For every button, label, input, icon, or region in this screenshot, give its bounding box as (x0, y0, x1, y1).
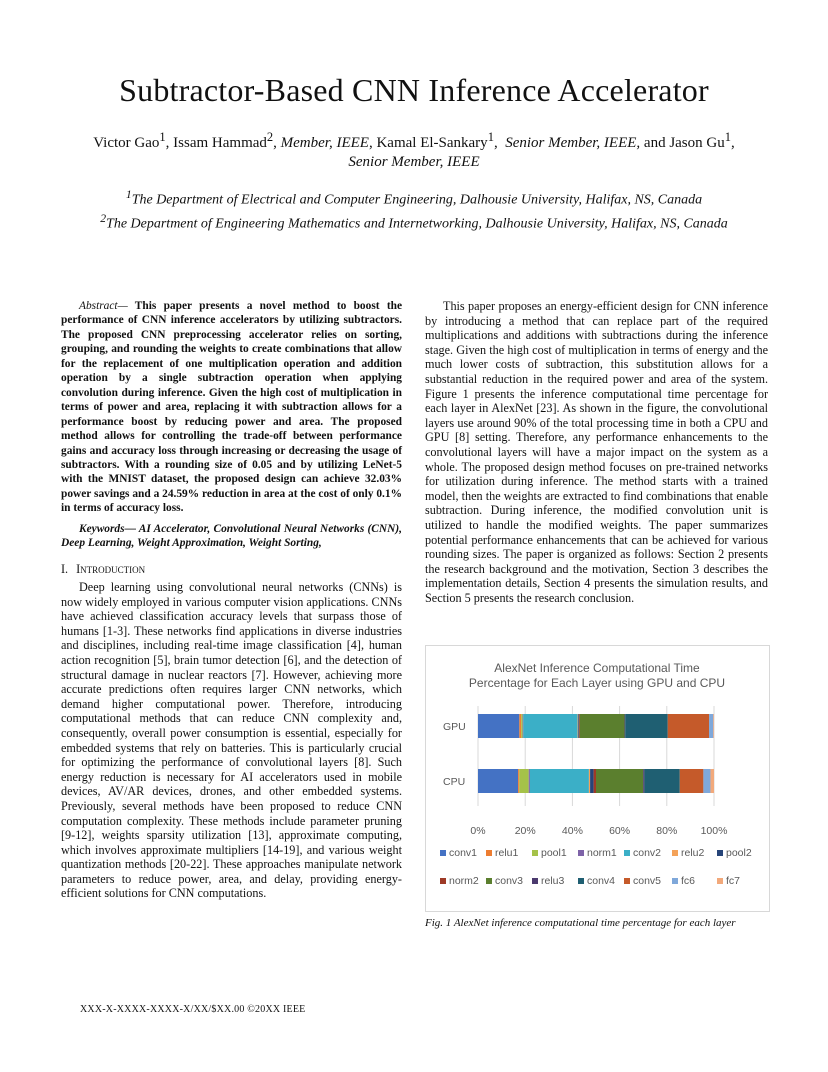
bar-segment-conv4 (625, 714, 667, 738)
legend-swatch (578, 878, 584, 884)
x-tick-label: 20% (514, 825, 536, 837)
bar-segment-pool1 (519, 769, 528, 793)
bar-segment-norm1 (523, 714, 524, 738)
bar-segment-norm2 (579, 714, 580, 738)
author-list: Victor Gao$^1$, Issam Hammad$^2$, Member, IEEE, Kamal El-Sankary$^1$, Senior Member, IEEE, and Jason Gu$^1$, Senior Member, IEEE (93, 130, 735, 170)
bar-segment-relu3 (625, 714, 626, 738)
bar-segment-relu2 (589, 769, 590, 793)
affiliations (40, 186, 788, 233)
legend-label: conv3 (495, 875, 524, 887)
legend-label: conv5 (633, 875, 662, 887)
category-label: GPU (443, 721, 466, 733)
category-label: CPU (443, 776, 466, 788)
legend-swatch (532, 850, 538, 856)
legend-swatch (717, 850, 723, 856)
legend-swatch (672, 850, 678, 856)
bar-segment-conv2 (523, 714, 577, 738)
bar-segment-conv5 (680, 769, 704, 793)
bar-segment-norm1 (529, 769, 530, 793)
bar-segment-fc6 (703, 769, 710, 793)
section-heading (61, 562, 145, 577)
bar-segment-conv3 (580, 714, 625, 738)
x-tick-label: 100% (700, 825, 728, 837)
figure-caption: Fig. 1 AlexNet inference computational time percentage for each layer (425, 917, 736, 929)
bar-segment-relu2 (578, 714, 579, 738)
abstract (61, 299, 402, 516)
legend-label: fc7 (726, 875, 741, 887)
bar-segment-relu1 (519, 714, 521, 738)
page-footer: XXX-X-XXXX-XXXX-X/XX/$XX.00 ©20XX IEEE (80, 1004, 306, 1015)
bar-segment-conv4 (644, 769, 679, 793)
legend-label: norm2 (449, 875, 479, 887)
x-tick-label: 40% (561, 825, 583, 837)
legend-swatch (486, 878, 492, 884)
legend-label: relu1 (495, 847, 519, 859)
bar-segment-relu1 (518, 769, 519, 793)
bar-segment-fc6 (709, 714, 713, 738)
bar-segment-relu3 (643, 769, 644, 793)
legend-label: relu2 (681, 847, 705, 859)
chart-title: AlexNet Inference Computational Time (494, 661, 700, 675)
intro-paragraph: Deep learning using convolutional neural networks (CNNs) is now widely employed in various computer vision applications. CNNs have achieved classification accuracy levels that surpass those of humans [1-3]. These networks find applications in diverse industries and disciplines, including real-time image classification [4], human action recognition [5], brain tumor detection [6], and the detection of structural damage in nuclear reactors [7]. However, achieving more accurate predictions often requires larger CNN networks, which demand higher computational power. Therefore, introducing computational methods that can reduce CNN complexity and, consequently, overall power consumption is essential, especially for embedded systems that rely on batteries. This is particularly crucial for optimizing the performance of convolutional layers [8]. Such energy reduction is necessary for AI accelerators used in mobile devices, AV/AR devices, drones, and other embedded systems. Previously, several methods have been proposed to reduce CNN computation complexity. These methods include parameter pruning [9-12], weights sparsity utilization [13], approximate computing, which involves approximate multipliers [14-19], and various weight quantization methods [20-22]. These approaches manipulate network parameters to reduce power, area, and delay, providing energy-efficient solutions for CNN computations. (61, 580, 402, 901)
bar-segment-conv2 (530, 769, 589, 793)
bar-segment-fc7 (710, 769, 714, 793)
keywords: Keywords— AI Accelerator, Convolutional Neural Networks (CNN), Deep Learning, Weight Approximation, Weight Sorting, (61, 523, 402, 550)
bar-segment-conv3 (596, 769, 643, 793)
bar-segment-conv5 (668, 714, 709, 738)
legend-swatch (440, 878, 446, 884)
legend-label: pool1 (541, 847, 567, 859)
legend-swatch (624, 878, 630, 884)
legend-swatch (578, 850, 584, 856)
legend-label: norm1 (587, 847, 617, 859)
legend-label: conv2 (633, 847, 662, 859)
legend-label: relu3 (541, 875, 565, 887)
bar-segment-conv1 (478, 714, 519, 738)
bar-segment-pool2 (590, 769, 594, 793)
paper-title: Subtractor-Based CNN Inference Accelerator (119, 72, 709, 108)
abstract-lead: Abstract— (79, 300, 128, 312)
x-tick-label: 80% (656, 825, 678, 837)
bar-segment-conv1 (478, 769, 518, 793)
section-title: Introduction (76, 562, 146, 576)
bar-segment-norm2 (594, 769, 596, 793)
legend-swatch (532, 878, 538, 884)
section-number: I. (61, 562, 69, 576)
affiliation-2: $^2$The Department of Engineering Mathematics and Internetworking, Dalhousie University, Halifax, NS, Canada (100, 211, 728, 232)
legend-swatch (672, 878, 678, 884)
bar-segment-pool1 (521, 714, 522, 738)
legend-swatch (440, 850, 446, 856)
legend-label: conv1 (449, 847, 478, 859)
bar-segment-fc7 (713, 714, 714, 738)
x-tick-label: 60% (609, 825, 631, 837)
stacked-bar-chart (426, 646, 769, 911)
legend-label: fc6 (681, 875, 696, 887)
right-column-paragraph: This paper proposes an energy-efficient design for CNN inference by introducing a method that can replace part of the required multiplications and additions with subtractions during the inference stage. Given the high cost of multiplication in terms of energy and the much lower costs of subtraction, this substitution allows for a substantial reduction in the required power and area of the system. Figure 1 presents the inference computational time percentage for each layer in AlexNet [23]. As shown in the figure, the convolutional layers use around 90% of the total processing time in both a CPU and GPU [8] setting. Therefore, any performance enhancements to the convolutional layers will have a major impact on the system as a whole. The proposed design method focuses on pre-trained networks for utilization during inference. The method starts with a trained model, then the weights are extracted to find combinations that enable subtraction. During inference, the modified convolution unit is utilized to handle the modified weights. The paper summarizes potential performance enhancements that can be achieved for various rounding sizes. The paper is organized as follows: Section 2 presents the research background and the motivation, Section 3 describes the implementation details, Section 4 presents the simulation results, and Section 5 presents the research conclusion. (425, 299, 768, 605)
abstract-body: This paper presents a novel method to boost the performance of CNN inference accelerators by utilizing subtractors. The proposed CNN preprocessing accelerator relies on sorting, grouping, and rounding the weights to create combinations that allow for the replacement of one multiplication operation and addition operation by a single subtraction operation when applying convolution during inference. Given the high cost of multiplication in terms of power and area, replacing it with subtraction allows for a performance boost by reducing power and area. The proposed method allows for controlling the trade-off between performance gains and accuracy loss through increasing or decreasing the usage of subtractors. With a rounding size of 0.05 and by utilizing LeNet-5 with the MNIST dataset, the proposed design can achieve 32.03% power savings and a 24.59% reduction in area at the cost of only 0.1% in terms of accuracy loss. (61, 300, 402, 515)
legend-swatch (486, 850, 492, 856)
x-tick-label: 0% (470, 825, 486, 837)
bar-segment-pool2 (578, 714, 579, 738)
legend-label: pool2 (726, 847, 752, 859)
legend-swatch (717, 878, 723, 884)
legend-label: conv4 (587, 875, 616, 887)
affiliation-1: $^1$The Department of Electrical and Computer Engineering, Dalhousie University, Halifax, NS, Canada (125, 188, 703, 208)
figure-1 (425, 645, 770, 912)
legend-swatch (624, 850, 630, 856)
chart-title: Percentage for Each Layer using GPU and CPU (468, 676, 726, 690)
